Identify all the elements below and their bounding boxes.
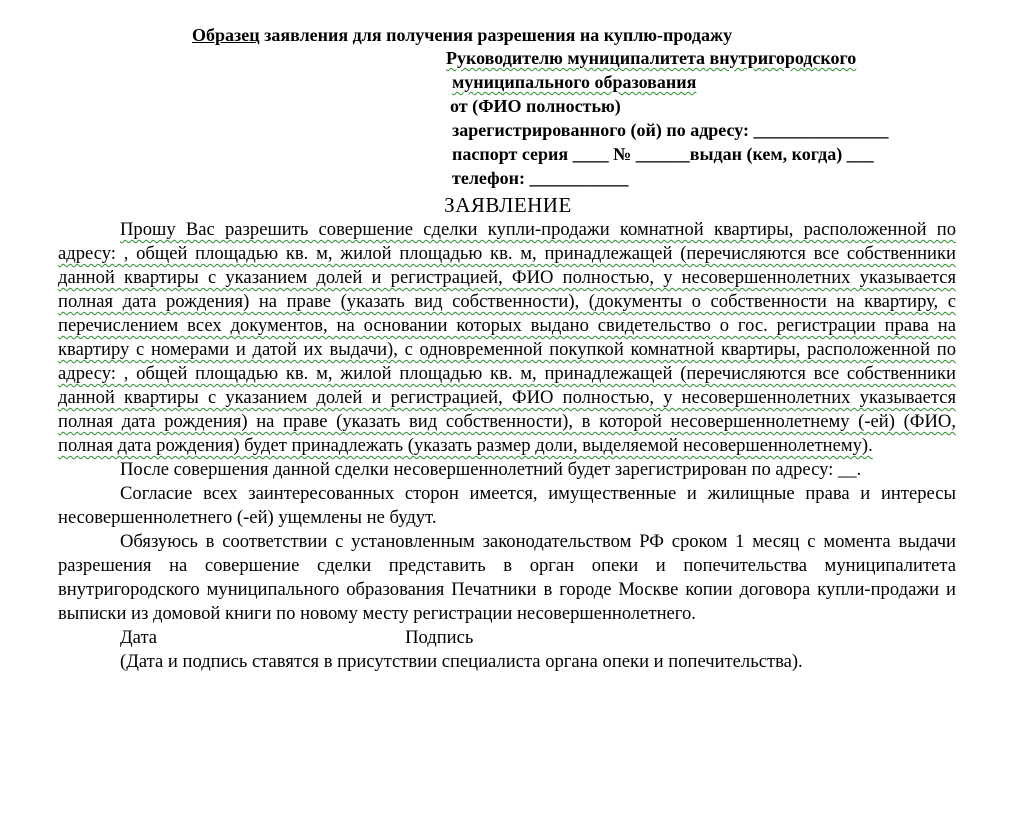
addressee-line-2: муниципального образования bbox=[452, 72, 697, 92]
paragraph-consent: Согласие всех заинтересованных сторон имеется, имущественные и жилищные права и интересы несовершеннолетнего (-ей) ущемлены не будут. bbox=[58, 483, 956, 528]
date-label: Дата bbox=[120, 627, 158, 648]
signature-label: Подпись bbox=[405, 627, 474, 648]
from-fio-line: от (ФИО полностью) bbox=[450, 96, 621, 116]
paragraph-obligation: Обязуюсь в соответствии с установленным законодательством РФ сроком 1 месяц с момента выдачи разрешения на совершение сделки представить в орган опеки и попечительства муниципалитета внутригородского муниципального образования Печатники в городе Москве копии договора купли-продажи и выписки из домовой книги по новому месту регистрации несовершеннолетнего. bbox=[58, 531, 956, 624]
statement-heading: ЗАЯВЛЕНИЕ bbox=[444, 193, 572, 217]
document-title bbox=[192, 23, 732, 47]
passport-line: паспорт серия ____ № ______выдан (кем, когда) ___ bbox=[452, 144, 874, 164]
registered-address-line: зарегистрированного (ой) по адресу: _______________ bbox=[452, 120, 889, 140]
signature-note: (Дата и подпись ставятся в присутствии специалиста органа опеки и попечительства). bbox=[120, 651, 803, 672]
title-underlined-word: Образец bbox=[192, 25, 260, 45]
date-signature-line bbox=[58, 626, 956, 650]
statement-body bbox=[58, 218, 956, 674]
phone-line: телефон: ___________ bbox=[452, 168, 629, 188]
title-rest: заявления для получения разрешения на куплю-продажу bbox=[259, 25, 733, 45]
paragraph-main-request: Прошу Вас разрешить совершение сделки купли-продажи комнатной квартиры, расположенной по адресу: , общей площадью кв. м, жилой площадью кв. м, принадлежащей (перечисляются все собственники данной квартиры с указанием долей и регистрацией, ФИО полностью, у несовершеннолетних указывается полная дата рождения) на праве (указать вид собственности), (документы о собственности на квартиру, с перечислением всех документов, на основании которых выдано свидетельство о гос. регистрации права на квартиру с номерами и датой их выдачи), с одновременной покупкой комнатной квартиры, расположенной по адресу: , общей площадью кв. м, жилой площадью кв. м, принадлежащей (перечисляются все собственники данной квартиры с указанием долей и регистрацией, ФИО полностью, у несовершеннолетних указывается полная дата рождения) на праве (указать вид собственности), в которой несовершеннолетнему (-ей) (ФИО, полная дата рождения) будет принадлежать (указать размер доли, выделяемой несовершеннолетнему). bbox=[58, 219, 956, 456]
addressee-line-1: Руководителю муниципалитета внутригородского bbox=[446, 48, 857, 68]
paragraph-registration: После совершения данной сделки несовершеннолетний будет зарегистрирован по адресу: __. bbox=[120, 459, 862, 480]
